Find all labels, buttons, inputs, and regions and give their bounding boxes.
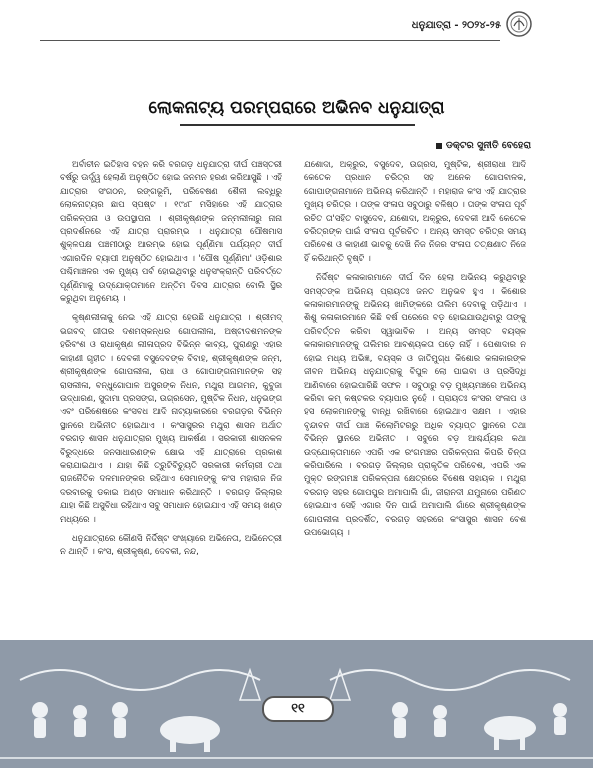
paragraph: ଯଶୋଦା, ଅକ୍ରୁର, ବସୁଦେବ, ଉଗ୍ରସ, ମୁଷ୍ଟିକ, ଶ୍ରୀରାଧା ଆଦି କେତେକ ପ୍ରଧାନ ଚରିତ୍ର ସହ ଅନେକ ଗୋପବାଳକ, ଗୋପାଙ୍ଗନାମାନେ ଅଭିନୟ କରିଥାନ୍ତି । ମହାରାଜ କଂସ ଏହି ଯାତ୍ରାର ମୁଖ୍ୟ ଚରିତ୍ର । ତାଙ୍କ ସଂଳାପ ସବୁଠାରୁ ବଳିଷ୍ଠ । ତାଙ୍କ ସଂଳାପ ପୂର୍ବ ରଚିତ ତା'ସହିତ ବାସୁଦେବ, ଯଶୋଦା, ଅକ୍ରୁର, ଦେବକୀ ଆଦି କେତେକ ଚରିତ୍ରଙ୍କ ପାଇଁ ସଂଳାପ ପୂର୍ବରଚିତ । ଅନ୍ୟ ସମସ୍ତ ଚରିତ୍ର ସମୟ ପରିବେଶ ଓ କାହାଣୀ ଭାବକୁ ଦେଖି ନିଜ ନିଜର ସଂଳାପ ତତ୍କ୍ଷଣାତ ନିଜେ ହିଁ କରିଥାନ୍ତି ବୃଷ୍ଟି । <box>304 159 526 263</box>
article-title: ଲୋକନାଟ୍ୟ ପରମ୍ପରାରେ ଅଭିନବ ଧନୁଯାତ୍ରା <box>148 98 445 118</box>
paragraph: ନିର୍ଦ୍ଦିଷ୍ଟ କଳାକାରମାନେ ଦୀର୍ଘ ଦିନ ହେଲା ଅଭିନୟ କରୁଥିବାରୁ ସମସ୍ତଙ୍କ ଅଭିନୟ ପ୍ରାୟତଃ ଜନତ ଅନୁଭବ ହୁଏ । କିଶୋର କଳାକାରମାନଙ୍କୁ ଅଭିନୟ ଖାମିଙ୍କରେ ତାଲିମ ଦେବାକୁ ପଡ଼ିଥାଏ । ଶିଶୁ କଳାକାରମାନେ କିଛି ବର୍ଷ ପରେରେ ବଡ଼ ହୋଇଯାଉଥିବାରୁ ତାଙ୍କୁ ପରିବର୍ତ୍ତନ କରିବା ସ୍ୱାଭାବିକ । ଅନ୍ୟ ସମସ୍ତ ବୟସ୍କ କଳାକାରମାନଙ୍କୁ ତାଲିମର ଆବଶ୍ୟକତା ପଡ଼େ ନାହିଁ । ପେଶାଦାର ନ ହୋଇ ମଧ୍ୟ ଅଭିଜ୍ଞ, ବୟସ୍କ ଓ ଜାତିମୁଗ୍ଧ କିଶୋର କଳାକାରଙ୍କ ଜୀବନ ଅଭିନୟ ଧନୁଯାତ୍ରାକୁ ବିପୁଳ ଲୋ ପାଇବା ଓ ପ୍ରସିଦ୍ଧି ଆଣିବାରେ ହୋଇପାରିଛି ସଫଳ । ସବୁଠାରୁ ବଡ଼ ମୁଖ୍ୟମଞ୍ଚରେ ଅଭିନୟ କରିବା କମ୍ କଷ୍ଟକର ବ୍ୟାପାର ନୁହେଁ । ପ୍ରାୟତଃ କଂସର ସଂଳାପ ଓ ହସ ଲୋକମାନଙ୍କୁ ବାନ୍ଧି ରଖିବାରେ ହୋଇଥାଏ ସକ୍ଷମ । ଏହାର ବୃନ୍ଦାବନ ଦୀର୍ଘ ପାଞ୍ଚ କିଲୋମିଟରରୁ ଅଧିକ ବ୍ୟାପ୍ତ ସ୍ଥାନରେ ତଥା ବିଭିନ୍ନ ସ୍ଥାନରେ ଅଭିନୀତ । ସବୁରେ ବଡ଼ ଆଶ୍ଚର୍ଯ୍ୟର କଥା ଉଦ୍‌ଯୋକ୍ତାମାନେ ଏପରି ଏକ ରଂଗମଞ୍ଚର ପରିକଳ୍ପନା କିପରି ଚିନ୍ତା କରିପାରିଲେ । ବରଗଡ଼ ଜିଲ୍ଲାର ପ୍ରାକୃତିକ ପରିବେଶ, ଏପରି ଏକ ମୁକ୍ତ ରଙ୍ଗମଞ୍ଚ ପରିକଳ୍ପନା କ୍ଷେତ୍ରରେ ବିଶେଷ ସହାୟକ । ମଥୁରା ବରଗଡ଼ ସହର ଗୋପପୁର ଅମାପାଲି ଗାଁ, ଜୀରାନଦୀ ଯମୁନାରେ ପରିଣତ ହୋଇଯାଏ ସେହି ଏଗାର ଦିନ ପାଇଁ ଅମାପାଲି ଗାଁରେ ଶ୍ରୀକୃଷ୍ଣଙ୍କ ଗୋପଲୀଳା ପ୍ରଦର୍ଶିତ, ବରଗଡ଼ ସହରରେ କଂସାସୁର ଶାସନ ବେଶ ଉପଭୋଗ୍ୟ । <box>304 272 526 537</box>
right-column <box>304 158 526 545</box>
left-column <box>60 158 282 565</box>
paragraph: ଅର୍ବାଚୀନ ଇତିହାସ ବହନ କରି ବରଗଡ଼ ଧନୁଯାତ୍ରା ଦୀର୍ଘ ପଞ୍ଚସ୍ତରୀ ବର୍ଷରୁ ଊର୍ଦ୍ଧ୍ୱ ହେଲାଣି ଅନୁଷ୍ଠିତ ହୋଇ ଜନମନ ହରଣ କରିଆସୁଛି । ଏହି ଯାତ୍ରାର ସଂଗଠନ, ରଙ୍ଗଭୂମି, ପରିବେଷଣ ଶୈଳୀ ଲବ୍ଧିରୁ ଲୋକନାଟ୍ୟର ଛାପ ସ୍ପଷ୍ଟ । ୧୯୪୮ ମସିହାରେ ଏହି ଯାତ୍ରାର ପରିକଳ୍ପନା ଓ ଉପସ୍ଥାପନା । ଶ୍ରୀକୃଷ୍ଣଙ୍କ ଜନ୍ମଲୀଳାରୁ ନାନା ପ୍ରଦର୍ଶନରେ ଏହି ଯାତ୍ରା ପ୍ରାରମ୍ଭ । ଧନୁଯାତ୍ରା ପୌଷମାସ ଶୁକ୍ଳପକ୍ଷ ପଞ୍ଚମୀଠାରୁ ଆରମ୍ଭ ହୋଇ ପୂର୍ଣ୍ଣିମା ପର୍ଯ୍ୟନ୍ତ ଦୀର୍ଘ ଏଗାରଦିନ ବ୍ୟାପୀ ଅନୁଷ୍ଠିତ ହୋଇଥାଏ । 'ପୌଷ ପୂର୍ଣ୍ଣିମା' ଓଡ଼ିଶାର ପଶ୍ଚିମାଞ୍ଚଳର ଏକ ମୁଖ୍ୟ ପର୍ବ ହୋଇଥିବାରୁ ଧନୁସଂକ୍ରାନ୍ତି ପରିବର୍ତ୍ତେ ପୂର୍ଣ୍ଣିମାକୁ ଉଦ୍‌ଯୋକ୍ତାମାନେ ଅନ୍ତିମ ଦିବସ ଯାତ୍ରାର ବୋଲି ସ୍ଥିର କରୁଥିବା ଅନୁମେୟ । <box>60 159 282 304</box>
emblem-seal-icon <box>505 10 533 38</box>
issue-header: ଧନୁଯାତ୍ରା - ୨୦୨୪-୨୫ <box>411 20 501 31</box>
page-number: ୧୧ <box>262 696 334 722</box>
author-byline <box>436 140 531 151</box>
author-name: ଡକ୍ଟର ସୁନୀତି ବେହେରା <box>445 140 531 151</box>
paragraph: କୃଷ୍ଣଲୀଳାକୁ ନେଇ ଏହି ଯାତ୍ରା ହେଉଛି ଧନୁଯାତ୍ରା । ଶ୍ରୀମଦ୍ ଭଗବଦ୍ ଗୀତାର ଦଶମସ୍କନ୍ଧର ଗୋପଲୀଳା, ଅଷ୍ଟାଦଶମନଙ୍କ ହରିବଂଶ ଓ ରାଧାକୃଷ୍ଣ ଲୀଳାପ୍ରଦ ବିଭିନ୍ନ କାବ୍ୟ, ପୁରାଣରୁ ଏହାର କାହାଣୀ ଗୃହୀତ । ଦେବକୀ ବସୁଦେବଙ୍କ ବିବାହ, ଶ୍ରୀକୃଷ୍ଣଙ୍କ ଜନ୍ମ, ଶ୍ରୀକୃଷ୍ଣଙ୍କ ଗୋପଲୀଳା, ରାଧା ଓ ଗୋପାଙ୍ଗନାମାନଙ୍କ ସହ ରାସଲୀଳା, ବନ୍ଧୁଗୋପାଳ ଅସୁରଙ୍କ ନିଧନ, ମଥୁରା ଆଗମନ, କୁବୁଜା ଉଦ୍ଧାରଣ, ସୁଦାମା ପ୍ରସଙ୍ଗ, ଉଗ୍ରସେନ, ମୁଷ୍ଟିକ ନିଧନ, ଧନୁଭଙ୍ଗ ଏବଂ ପରିଶେଷରେ କଂସବଧ ଆଦି ନାଟ୍ୟାକାରରେ ବରଗଡ଼ର ବିଭିନ୍ନ ସ୍ଥାନରେ ଅଭିନୀତ ହୋଇଥାଏ । କଂସାସୁରର ମଥୁରା ଶାସନ ଅର୍ଥାତ ବରଗଡ଼ ଶାସନ ଧନୁଯାତ୍ରାର ମୁଖ୍ୟ ଆକର୍ଷଣ । ସରକାରୀ ଶାସନକଳ ବିରୁଦ୍ଧରେ ଜନସାଧାରଣଙ୍କ କ୍ଷୋଭ ଏହି ଯାତ୍ରାରେ ପ୍ରକାଶ କରାଯାଇଥାଏ । ଯାହା କିଛି ତ୍ରୁଟିବିଚ୍ୟୁତି ସରକାରୀ କର୍ମଚାରୀ ତଥା ରାଜନୈତିକ ଦଳମାନଙ୍କର ରହିଥାଏ ସେମାନଙ୍କୁ କଂସ ମହାରାଜ ନିଜ ଦରବାରକୁ ଡକାଇ ଅଣ୍ଡ ସମାଧାନ କରିଥାନ୍ତି । ବରଗଡ଼ ଜିଲ୍ଲାର ଯାହା କିଛି ଅସୁବିଧା ରହିଥାଏ ସବୁ ସମାଧାନ ହୋଇଯାଏ ଏହି ସମୟ ଖଣ୍ଡ ମଧ୍ୟରେ । <box>60 312 282 524</box>
paragraph: ଧନୁଯାତ୍ରାରେ କୌଣସି ନିର୍ଦ୍ଦିଷ୍ଟ ସଂଖ୍ୟାରେ ଅଭିନେତା, ଅଭିନେତ୍ରୀ ନ ଥାନ୍ତି । କଂସ, ଶ୍ରୀକୃଷ୍ଣ, ଦେବକୀ, ନନ୍ଦ, <box>60 532 282 557</box>
title-underline <box>180 124 415 126</box>
header-rule <box>40 40 500 41</box>
bullet-square-icon <box>436 143 442 149</box>
